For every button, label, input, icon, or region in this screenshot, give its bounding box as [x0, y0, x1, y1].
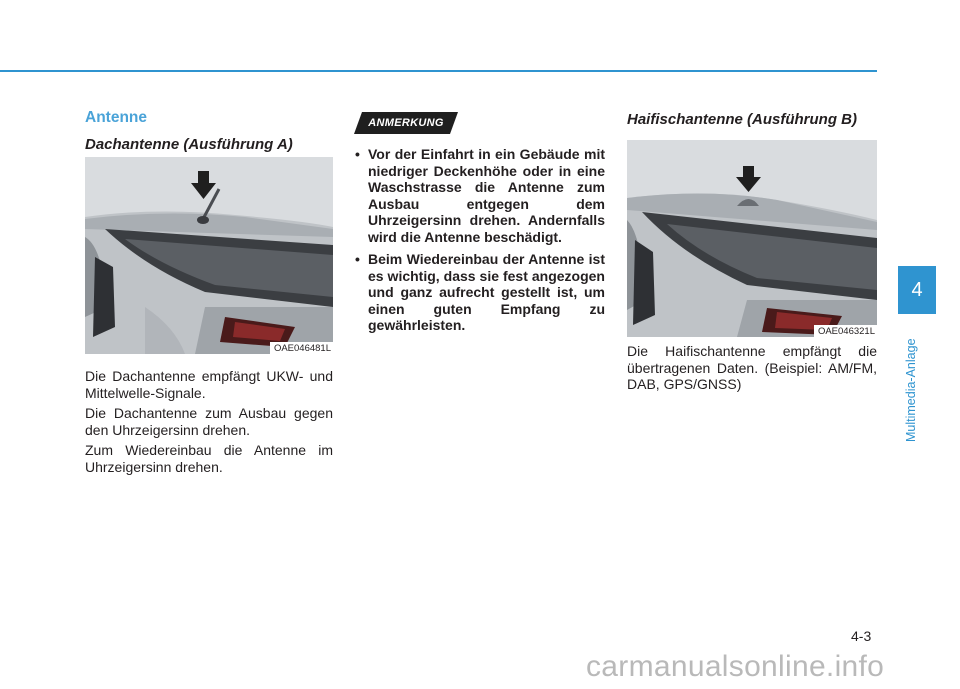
shark-antenna-figure	[627, 140, 877, 337]
arrow-shaft	[198, 171, 209, 185]
bullet-icon: •	[355, 251, 360, 267]
chapter-number-tab: 4	[898, 266, 936, 314]
roof-antenna-figure	[85, 157, 333, 354]
shark-antenna-subheading: Haifischantenne (Ausführung B)	[627, 111, 858, 128]
figure-code: OAE046481L	[270, 342, 333, 354]
note-text: Beim Wiedereinbau der Antenne ist es wichtig, dass sie fest angezogen und ganz aufrecht gestellt ist, um einen guten Empfang zu gewährleisten.	[368, 251, 605, 333]
roof-antenna-subheading: Dachantenne (Ausführung A)	[85, 136, 293, 153]
bullet-icon: •	[355, 146, 360, 162]
note-badge	[354, 112, 458, 134]
paragraph-signals: Die Dachantenne empfängt UKW- und Mittelwelle-Signale.	[85, 368, 333, 401]
page-number: 4-3	[851, 628, 872, 644]
note-text: Vor der Einfahrt in ein Gebäude mit niedriger Deckenhöhe oder in eine Waschstrasse die Antenne zum Ausbau entgegen dem Uhrzeigersinn drehen. Andernfalls wird die Antenne beschädigt.	[368, 146, 605, 245]
figure-code: OAE046321L	[814, 325, 877, 337]
note-list	[355, 146, 605, 340]
paragraph-shark-antenna: Die Haifischantenne empfängt die übertragenen Daten. (Beispiel: AM/FM, DAB, GPS/GNSS)	[627, 343, 877, 392]
top-rule	[0, 70, 877, 72]
paragraph-reinstall: Zum Wiedereinbau die Antenne im Uhrzeigersinn drehen.	[85, 442, 333, 475]
roof-antenna-illustration	[85, 157, 333, 354]
section-heading: Antenne	[85, 109, 147, 126]
watermark: carmanualsonline.info	[586, 650, 885, 683]
shark-antenna-illustration	[627, 140, 877, 337]
note-label: ANMERKUNG	[368, 117, 444, 129]
note-item	[355, 251, 605, 334]
paragraph-removal: Die Dachantenne zum Ausbau gegen den Uhrzeigersinn drehen.	[85, 405, 333, 438]
note-item	[355, 146, 605, 245]
chapter-label: Multimedia-Anlage	[904, 338, 918, 442]
